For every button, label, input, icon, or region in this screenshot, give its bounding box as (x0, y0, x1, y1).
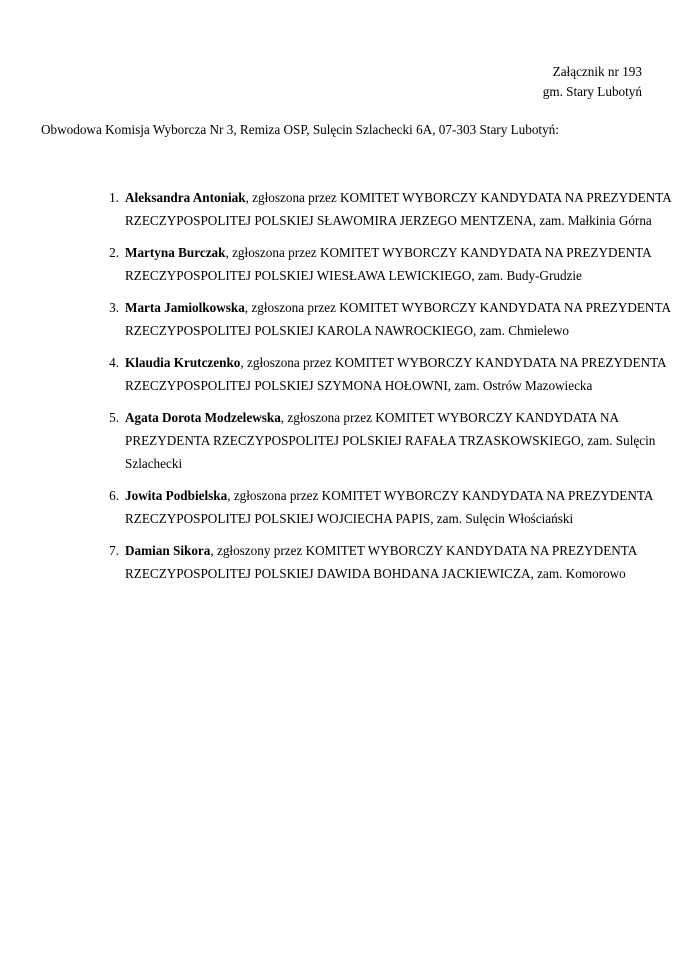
candidate-name: Marta Jamiolkowska (125, 300, 245, 316)
list-item-number: 5. (109, 410, 119, 426)
candidate-nomination-text: , zgłoszona przez KOMITET WYBORCZY KANDYDATA NA PREZYDENTA RZECZYPOSPOLITEJ POLSKIEJ SŁAWOMIRA JERZEGO MENTZENA, zam. Małkinia Górna (125, 190, 672, 228)
candidate-name: Damian Sikora (125, 543, 211, 559)
candidate-nomination-text: , zgłoszona przez KOMITET WYBORCZY KANDYDATA NA PREZYDENTA RZECZYPOSPOLITEJ POLSKIEJ WOJCIECHA PAPIS, zam. Sulęcin Włościański (125, 488, 653, 527)
candidate-name: Agata Dorota Modzelewska (125, 410, 281, 426)
candidate-name: Aleksandra Antoniak (125, 190, 246, 205)
candidate-nomination-text: , zgłoszona przez KOMITET WYBORCZY KANDYDATA NA PREZYDENTA RZECZYPOSPOLITEJ POLSKIEJ WIESŁAWA LEWICKIEGO, zam. Budy-Grudzie (125, 245, 651, 283)
list-item (81, 242, 679, 288)
candidate-nomination-text: , zgłoszona przez KOMITET WYBORCZY KANDYDATA NA PREZYDENTA RZECZYPOSPOLITEJ POLSKIEJ KAROLA NAWROCKIEGO, zam. Chmielewo (125, 300, 671, 338)
committee-address-line: Obwodowa Komisja Wyborcza Nr 3, Remiza OSP, Sulęcin Szlachecki 6A, 07-303 Stary Lubotyń: (41, 122, 559, 137)
candidate-name: Martyna Burczak (125, 245, 226, 261)
list-item (81, 187, 679, 233)
candidate-nomination-text: , zgłoszona przez KOMITET WYBORCZY KANDYDATA NA PREZYDENTA RZECZYPOSPOLITEJ POLSKIEJ RAFAŁA TRZASKOWSKIEGO, zam. Sulęcin Szlachecki (125, 410, 656, 471)
list-item-number: 7. (109, 543, 119, 559)
list-item-number: 2. (109, 245, 119, 261)
candidate-list (41, 187, 679, 595)
attachment-number: Załącznik nr 193 (552, 64, 642, 79)
candidate-name: Klaudia Krutczenko (125, 355, 241, 371)
candidate-name: Jowita Podbielska (125, 488, 228, 504)
list-item-number: 4. (109, 355, 119, 371)
candidate-nomination-text: , zgłoszony przez KOMITET WYBORCZY KANDYDATA NA PREZYDENTA RZECZYPOSPOLITEJ POLSKIEJ DAWIDA BOHDANA JACKIEWICZA, zam. Komorowo (125, 543, 637, 582)
candidate-nomination-text: , zgłoszona przez KOMITET WYBORCZY KANDYDATA NA PREZYDENTA RZECZYPOSPOLITEJ POLSKIEJ SZYMONA HOŁOWNI, zam. Ostrów Mazowiecka (125, 355, 666, 394)
list-item-number: 1. (109, 190, 119, 205)
document-header (543, 62, 642, 102)
list-item (81, 352, 679, 398)
municipality-name: gm. Stary Lubotyń (542, 84, 642, 99)
list-item (81, 407, 679, 475)
list-item (81, 540, 679, 586)
list-item (81, 485, 679, 531)
list-item (81, 297, 679, 343)
list-item-number: 3. (109, 300, 119, 316)
list-item-number: 6. (109, 488, 119, 504)
